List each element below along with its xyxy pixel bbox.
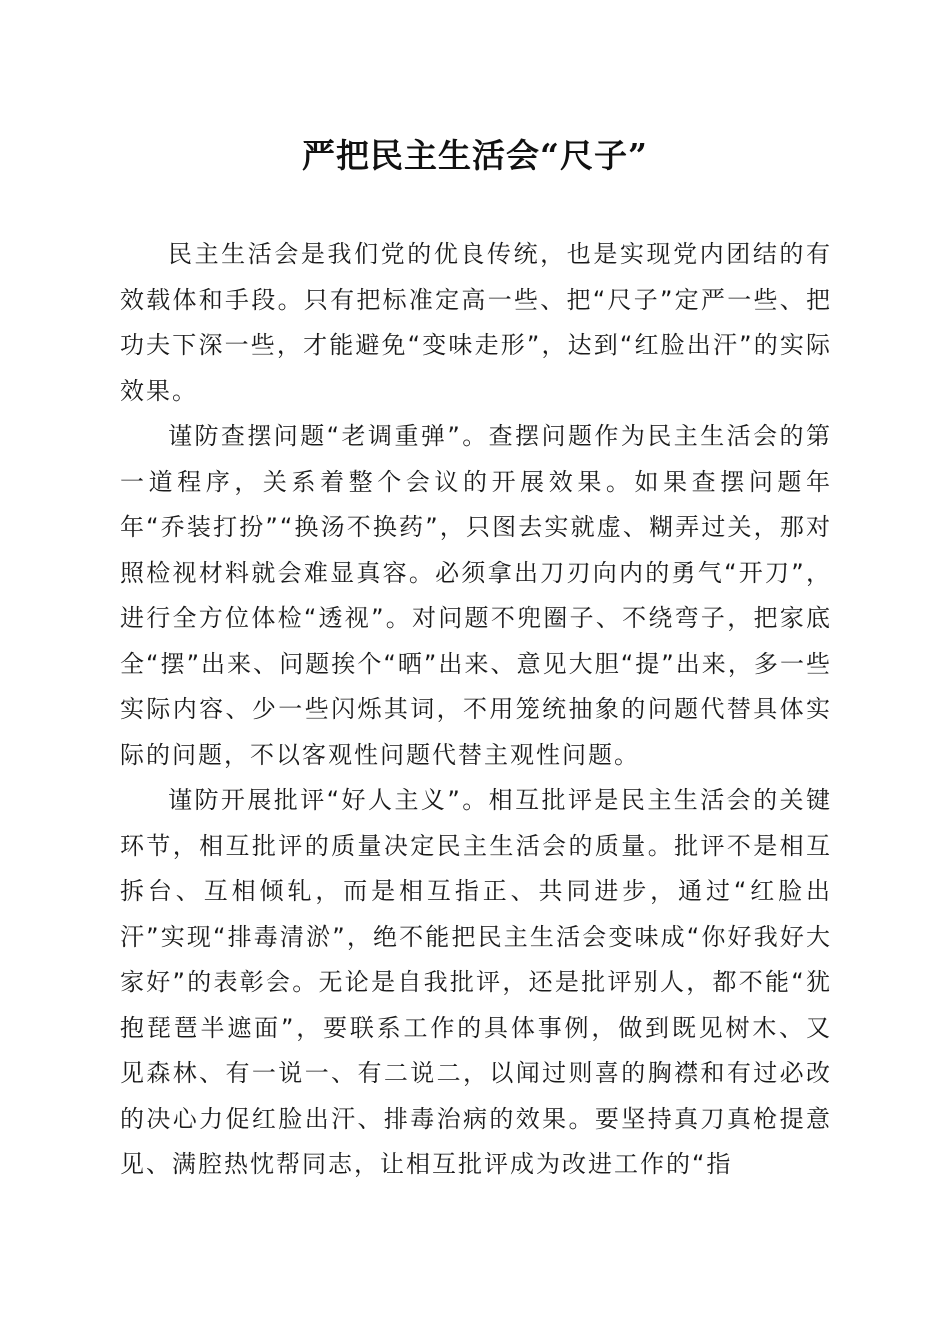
paragraph-intro: 民主生活会是我们党的优良传统，也是实现党内团结的有效载体和手段。只有把标准定高一些、把“尺子”定严一些、把功夫下深一些，才能避免“变味走形”，达到“红脸出汗”的实际效果。 — [120, 240, 832, 405]
document-body — [120, 232, 832, 1188]
paragraph-problem-checking: 谨防查摆问题“老调重弹”。查摆问题作为民主生活会的第一道程序，关系着整个会议的开展效果。如果查摆问题年年“乔装打扮”“换汤不换药”，只图去实就虚、糊弄过关，那对照检视材料就会难显真容。必须拿出刀刃向内的勇气“开刀”，进行全方位体检“透视”。对问题不兜圈子、不绕弯子，把家底全“摆”出来、问题挨个“晒”出来、意见大胆“提”出来，多一些实际内容、少一些闪烁其词，不用笼统抽象的问题代替具体实际的问题，不以客观性问题代替主观性问题。 — [120, 422, 832, 769]
paragraph-criticism: 谨防开展批评“好人主义”。相互批评是民主生活会的关键环节，相互批评的质量决定民主生活会的质量。批评不是相互拆台、互相倾轧，而是相互指正、共同进步，通过“红脸出汗”实现“排毒清淤”，绝不能把民主生活会变味成“你好我好大家好”的表彰会。无论是自我批评，还是批评别人，都不能“犹抱琵琶半遮面”，要联系工作的具体事例，做到既见树木、又见森林、有一说一、有二说二，以闻过则喜的胸襟和有过必改的决心力促红脸出汗、排毒治病的效果。要坚持真刀真枪提意见、满腔热忱帮同志，让相互批评成为改进工作的“指 — [120, 786, 832, 1178]
document-title: 严把民主生活会“尺子” — [302, 136, 648, 175]
